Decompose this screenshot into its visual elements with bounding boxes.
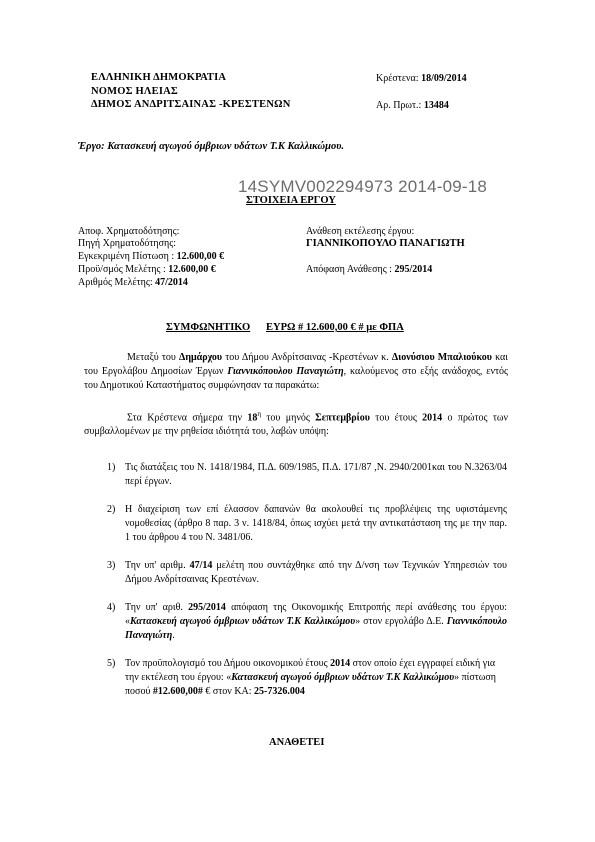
project-label: Έργο: [78, 141, 105, 152]
closing-heading: ΑΝΑΘΕΤΕΙ [269, 737, 325, 748]
intro-text: ο πρώτος των συμβαλλομένων με την ρηθείσα ιδιότητά του, λαβών υπόψη: [84, 412, 508, 438]
intro-text: του έτους [369, 412, 423, 424]
study-budget-value: 12.600,00 € [168, 264, 216, 275]
item-text: απόφαση της Οικονομικής Επιτροπής περί ανάθεσης του έργου: « [125, 602, 508, 627]
approved-credit-line [78, 251, 224, 262]
header-line-1: ΕΛΛΗΝΙΚΗ ΔΗΜΟΚΡΑΤΙΑ [91, 72, 227, 83]
item-number: 4) [107, 602, 116, 613]
study-number-label: Αριθμός Μελέτης: [78, 277, 153, 288]
item-text: Τον προϋπολογισμό του Δήμου οικονομικού έτους [125, 658, 331, 669]
amount-ref: #12.600,00# [152, 686, 203, 697]
intro-text: και του Εργολάβου Δημοσίων Έργων [84, 352, 508, 377]
list-item [125, 657, 507, 699]
protocol-value: 13484 [423, 100, 449, 111]
item-text: Την υπ' αριθ. [125, 602, 189, 613]
date-label: Κρέστενα: [376, 73, 419, 84]
project-title-line [78, 141, 344, 152]
project-ref: Κατασκευή αγωγού όμβριων υδάτων Τ.Κ Καλλικώμου [130, 616, 356, 627]
assignment-decision-line [306, 264, 432, 275]
date-line [376, 73, 467, 84]
item-text: . [172, 630, 175, 641]
year-value: 2014 [422, 412, 443, 424]
study-ref: 47/14 [189, 560, 213, 571]
agreement-amount: ΕΥΡΩ # 12.600,00 € # με ΦΠΑ [266, 322, 404, 333]
project-title: Κατασκευή αγωγού όμβριων υδάτων Τ.Κ Καλλικώμου. [107, 141, 344, 152]
day-value: 18 [247, 412, 258, 424]
item-number: 1) [107, 462, 116, 473]
mayor-name: Διονύσιου Μπαλιούκου [391, 352, 492, 363]
list-item [125, 559, 507, 587]
approved-credit-label: Εγκεκριμένη Πίστωση : [78, 251, 175, 262]
project-info-heading: ΣΤΟΙΧΕΙΑ ΕΡΓΟΥ [246, 195, 336, 206]
day-suffix: η [257, 410, 262, 418]
protocol-line [376, 100, 449, 111]
date-value: 18/09/2014 [421, 73, 467, 84]
item-text: μελέτη που συντάχθηκε από την Δ/νση των Τεχνικών Υπηρεσιών του Δήμου Ανδρίτσαινας Κρεστένων. [125, 560, 507, 585]
header-line-3: ΔΗΜΟΣ ΑΝΔΡΙΤΣΑΙΝΑΣ -ΚΡΕΣΤΕΝΩΝ [91, 99, 291, 110]
item-text: στον οποίο έχει εγγραφεί ειδική για την εκτέλεση του έργου: « [125, 658, 496, 683]
assignment-decision-label: Απόφαση Ανάθεσης : [306, 264, 392, 275]
funding-source-label: Πηγή Χρηματοδότησης: [78, 238, 176, 249]
header-line-2: ΝΟΜΟΣ ΗΛΕΙΑΣ [91, 86, 178, 97]
assignment-decision-value: 295/2014 [394, 264, 433, 275]
protocol-label: Αρ. Πρωτ.: [376, 100, 422, 111]
contractor-name: Γιαννικόπουλου Παναγιώτη [227, 366, 344, 377]
list-item: Η διαχείριση των επί έλασσον δαπανών θα ακολουθεί τις προβλέψεις της υφιστάμενης νομοθεσίας (άρθρο 8 παρ. 3 ν. 1418/84, όπως ισχύει μετά την αντικατάσταση της με την παρ. 1 του άρθρου 4 του Ν. 3481/06. [125, 504, 507, 543]
list-item: Τις διατάξεις του Ν. 1418/1984, Π.Δ. 609/1985, Π.Δ. 171/87 ,Ν. 2940/2001και του Ν.3263/04 περί έργων. [125, 462, 507, 487]
study-number-value: 47/2014 [155, 277, 188, 288]
item-number: 2) [107, 504, 116, 515]
project-ref: Κατασκευή αγωγού όμβριων υδάτων Τ.Κ Καλλικώμου [231, 672, 455, 683]
intro-text: του Δήμου Ανδρίτσαινας -Κρεστένων κ. [222, 352, 392, 363]
month-value: Σεπτεμβρίου [315, 412, 370, 424]
list-item [125, 601, 507, 643]
intro-text: Μεταξύ του [127, 352, 180, 363]
intro-text: , καλούμενος στο εξής ανάδοχος, εντός του Δημοτικού Καταστήματος συμφώνησαν τα παρακάτω: [84, 366, 508, 391]
approved-credit-value: 12.600,00 € [176, 251, 225, 262]
agreement-title: ΣΥΜΦΩΝΗΤΙΚΟ [166, 322, 251, 333]
decision-ref: 295/2014 [188, 602, 226, 613]
item-text: Την υπ' αριθμ. [125, 560, 190, 571]
year-ref: 2014 [330, 658, 351, 669]
item-text: € στον ΚΑ: [202, 686, 255, 697]
contractor-ref: Γιαννικόπουλο Παναγιώτη [125, 616, 508, 641]
intro-paragraph-2 [84, 407, 508, 439]
intro-text: του μηνός [261, 412, 316, 424]
item-number: 5) [107, 658, 116, 669]
intro-paragraph-1 [84, 351, 508, 393]
item-text: » στον εργολάβο Δ.Ε. [355, 616, 447, 627]
assignee-name: ΓΙΑΝΝΙΚΟΠΟΥΛΟ ΠΑΝΑΓΙΩΤΗ [306, 238, 465, 249]
study-number-line [78, 277, 188, 288]
assignment-label: Ανάθεση εκτέλεσης έργου: [306, 226, 415, 237]
mayor-title: Δημάρχου [179, 352, 223, 363]
account-code: 25-7326.004 [254, 686, 305, 697]
study-budget-label: Προϋ/σμός Μελέτης : [78, 264, 166, 275]
study-budget-line [78, 264, 216, 275]
funding-decision-label: Αποφ. Χρηματοδότησης: [78, 226, 180, 237]
registry-stamp: 14SYMV002294973 2014-09-18 [238, 177, 488, 196]
item-text: » πίστωση ποσού [125, 672, 496, 697]
item-number: 3) [107, 560, 116, 571]
intro-text: Στα Κρέστενα σήμερα την [127, 412, 248, 424]
